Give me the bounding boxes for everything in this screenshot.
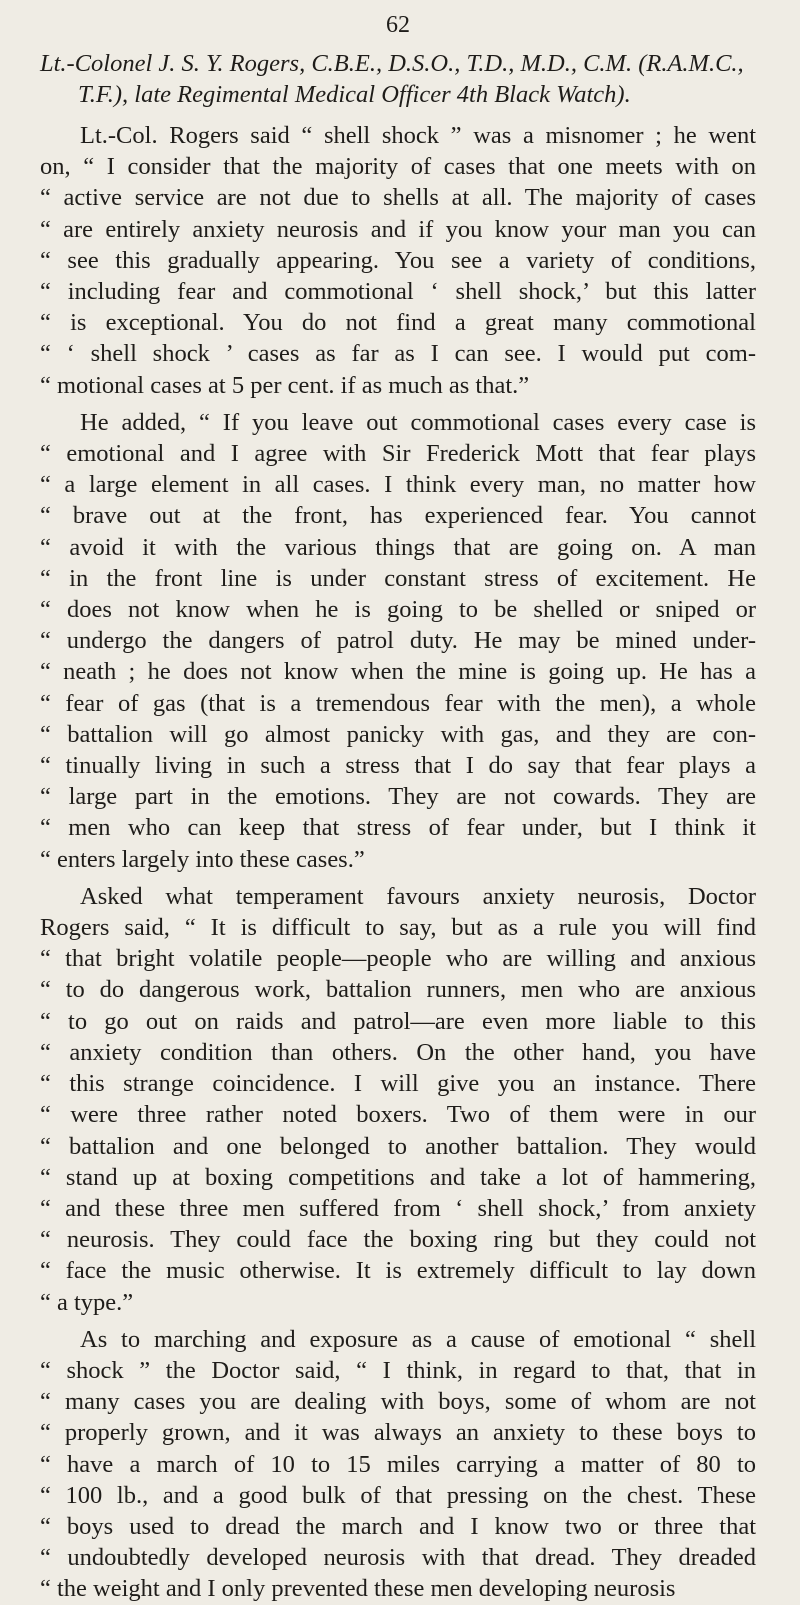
text-line: Rogers said, “ It is difficult to say, but as a rule you will find [40,914,756,942]
text-line: “ neurosis. They could face the boxing ring but they could not [40,1226,756,1254]
text-line: “ that bright volatile people—people who are willing and anxious [40,945,756,973]
text-line: “ ‘ shell shock ’ cases as far as I can see. I would put com- [40,340,756,368]
text-line: “ battalion and one belonged to another battalion. They would [40,1132,756,1160]
text-line: “ the weight and I only prevented these men developing neurosis [40,1575,676,1603]
text-line: “ including fear and commotional ‘ shell shock,’ but this latter [40,278,756,306]
text-line: “ motional cases at 5 per cent. if as much as that.” [40,371,530,399]
text-line: “ large part in the emotions. They are not cowards. They are [40,783,756,811]
text-line: “ boys used to dread the march and I know two or three that [40,1512,756,1540]
text-line: “ this strange coincidence. I will give you an instance. There [40,1070,756,1098]
text-line: “ avoid it with the various things that are going on. A man [40,533,756,561]
text-line: “ to do dangerous work, battalion runners, men who are anxious [40,976,756,1004]
text-line: “ in the front line is under constant stress of excitement. He [40,564,756,592]
text-line: “ tinually living in such a stress that I do say that fear plays a [40,752,756,780]
text-line: “ see this gradually appearing. You see a variety of conditions, [40,246,756,274]
text-line: “ enters largely into these cases.” [40,845,365,873]
paragraph [40,1324,756,1605]
text-line: “ have a march of 10 to 15 miles carrying a matter of 80 to [40,1450,756,1478]
text-line: “ men who can keep that stress of fear under, but I think it [40,814,756,842]
page-number: 62 [386,12,410,38]
text-line: “ many cases you are dealing with boys, some of whom are not [40,1388,756,1416]
text-line: “ emotional and I agree with Sir Frederick Mott that fear plays [40,440,756,468]
text-line: “ anxiety condition than others. On the other hand, you have [40,1038,756,1066]
text-line: “ brave out at the front, has experienced fear. You cannot [40,502,756,530]
text-line: “ are entirely anxiety neurosis and if you know your man you can [40,215,756,243]
text-line: “ undoubtedly developed neurosis with that dread. They dreaded [40,1544,756,1572]
text-line: “ 100 lb., and a good bulk of that pressing on the chest. These [40,1481,756,1509]
text-line: “ and these three men suffered from ‘ shell shock,’ from anxiety [40,1194,756,1222]
text-line: “ a type.” [40,1288,134,1316]
text-line: “ undergo the dangers of patrol duty. He may be mined under- [40,627,756,655]
paragraph [40,407,756,875]
paragraph [40,120,756,401]
paragraph [40,881,756,1318]
text-line: “ were three rather noted boxers. Two of them were in our [40,1101,756,1129]
text-line: “ a large element in all cases. I think every man, no matter how [40,471,756,499]
text-line: “ fear of gas (that is a tremendous fear with the men), a whole [40,689,756,717]
witness-heading: Lt.-Colonel J. S. Y. Rogers, C.B.E., D.S.O., T.D., M.D., C.M. (R.A.M.C., T.F.), late Regimental Medical Officer 4th Black Watch). [40,50,744,108]
text-line: “ neath ; he does not know when the mine is going up. He has a [40,658,756,686]
text-line: “ active service are not due to shells at all. The majority of cases [40,184,756,212]
text-line: “ battalion will go almost panicky with gas, and they are con- [40,720,756,748]
text-line: Lt.-Col. Rogers said “ shell shock ” was a misnomer ; he went [80,122,756,149]
text-line: “ face the music otherwise. It is extremely difficult to lay down [40,1257,756,1285]
text-line: “ to go out on raids and patrol—are even more liable to this [40,1007,756,1035]
text-line: “ properly grown, and it was always an anxiety to these boys to [40,1419,756,1447]
text-line: “ is exceptional. You do not find a great many commotional [40,309,756,337]
body-text [40,120,756,1605]
text-line: “ shock ” the Doctor said, “ I think, in regard to that, that in [40,1356,756,1384]
text-line: He added, “ If you leave out commotional cases every case is [80,408,756,436]
text-line: “ does not know when he is going to be shelled or sniped or [40,596,756,624]
text-line: Asked what temperament favours anxiety neurosis, Doctor [80,882,756,910]
text-line: As to marching and exposure as a cause of emotional “ shell [80,1325,756,1353]
text-line: “ stand up at boxing competitions and take a lot of hammering, [40,1163,756,1191]
text-line: on, “ I consider that the majority of cases that one meets with on [40,153,756,181]
